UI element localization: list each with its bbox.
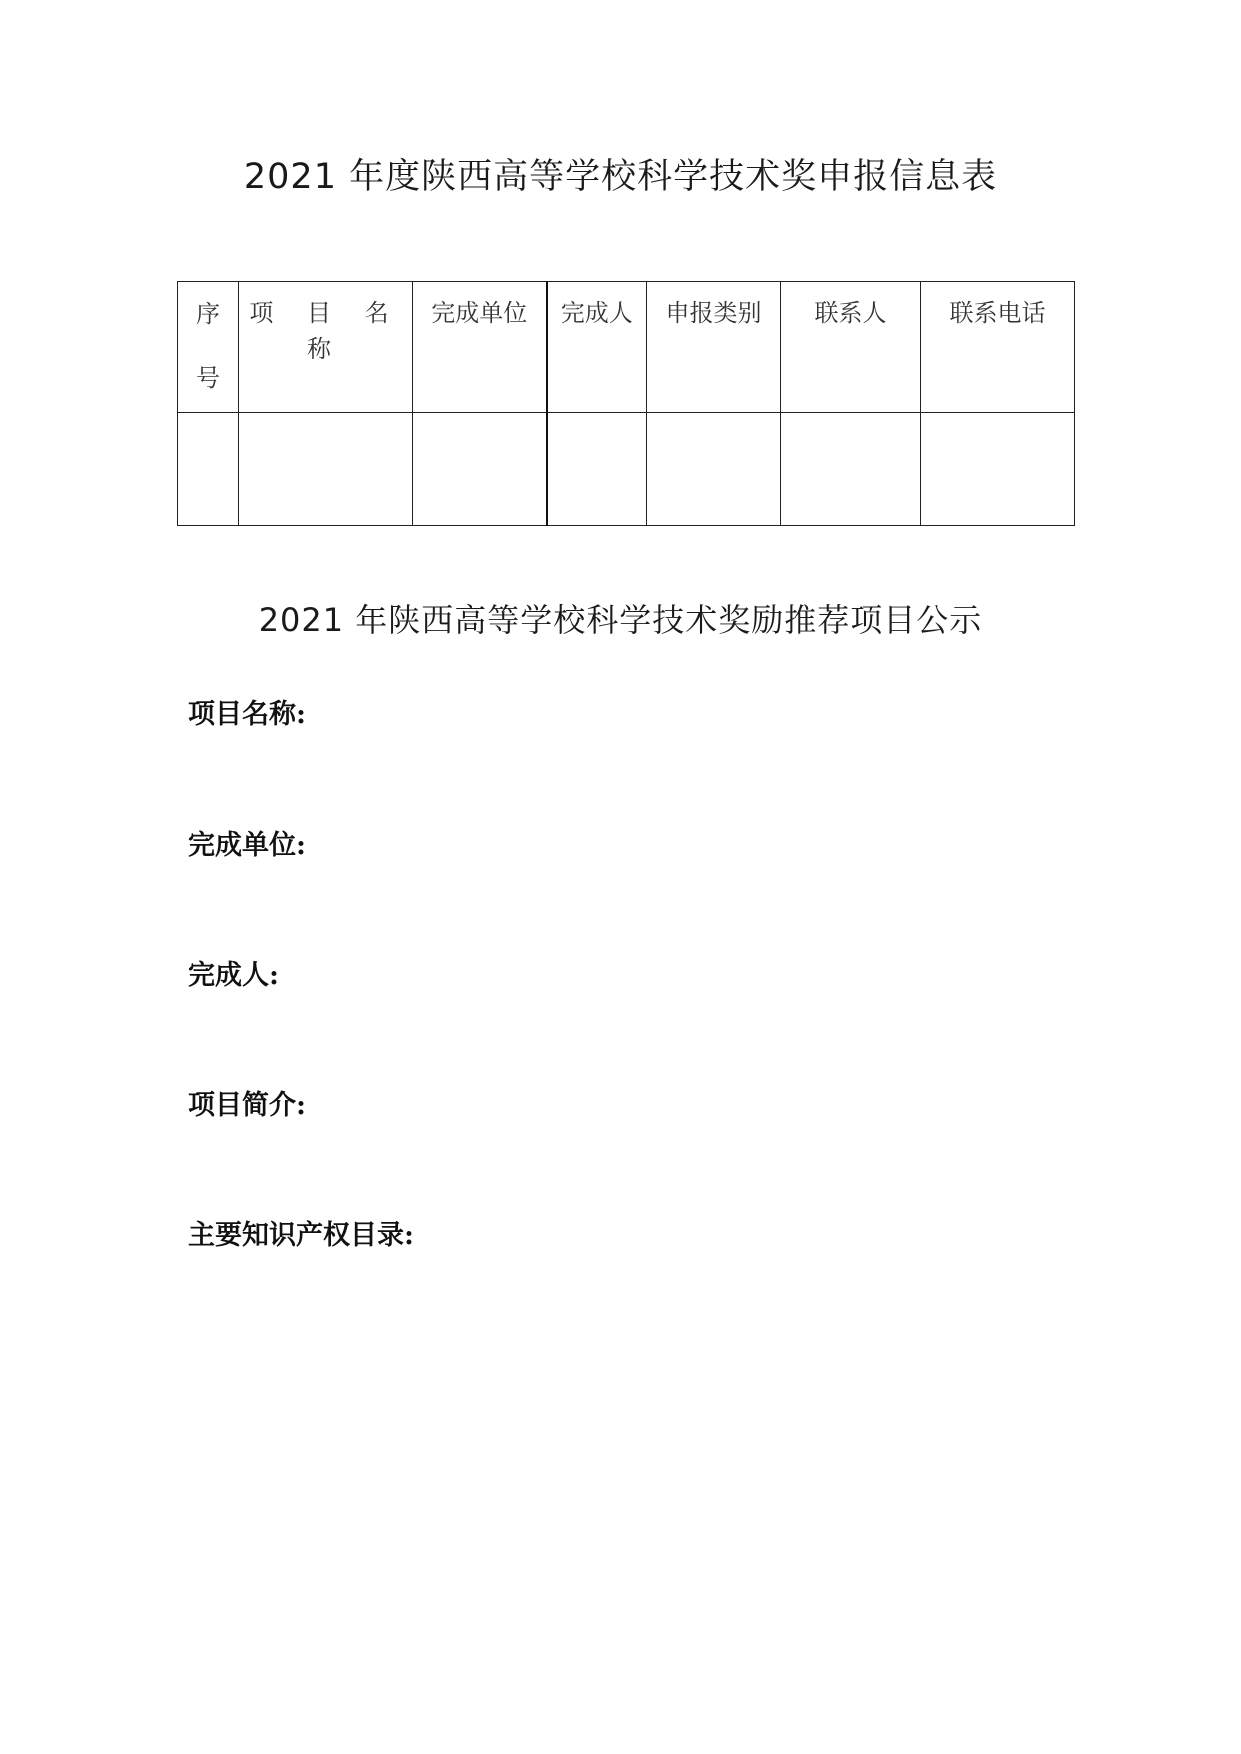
- header-cell-seq: 序号: [178, 282, 239, 413]
- table-cell: [178, 413, 239, 526]
- header-cell-contact: 联系人: [781, 282, 921, 413]
- table-cell: [547, 413, 647, 526]
- table-row: [178, 413, 1075, 526]
- header-cell-phone: 联系电话: [921, 282, 1075, 413]
- field-label-ip-list: 主要知识产权目录:: [188, 1220, 414, 1251]
- table-header-row: [178, 282, 1075, 413]
- header-cell-unit: 完成单位: [413, 282, 547, 413]
- field-label-project-name: 项目名称:: [188, 699, 306, 730]
- header-cell-person: 完成人: [547, 282, 647, 413]
- header-cell-project-name: 项 目 名 称: [239, 282, 413, 413]
- table-cell: [781, 413, 921, 526]
- field-label-summary: 项目简介:: [188, 1090, 306, 1121]
- table-cell: [413, 413, 547, 526]
- info-table: [177, 281, 1075, 526]
- publicity-title: 2021 年陕西高等学校科学技术奖励推荐项目公示: [258, 601, 983, 639]
- table-cell: [921, 413, 1075, 526]
- page-title: 2021 年度陕西高等学校科学技术奖申报信息表: [243, 157, 998, 197]
- field-label-unit: 完成单位:: [188, 830, 306, 861]
- field-label-person: 完成人:: [188, 960, 279, 991]
- header-cell-category: 申报类别: [647, 282, 781, 413]
- table-cell: [239, 413, 413, 526]
- table-cell: [647, 413, 781, 526]
